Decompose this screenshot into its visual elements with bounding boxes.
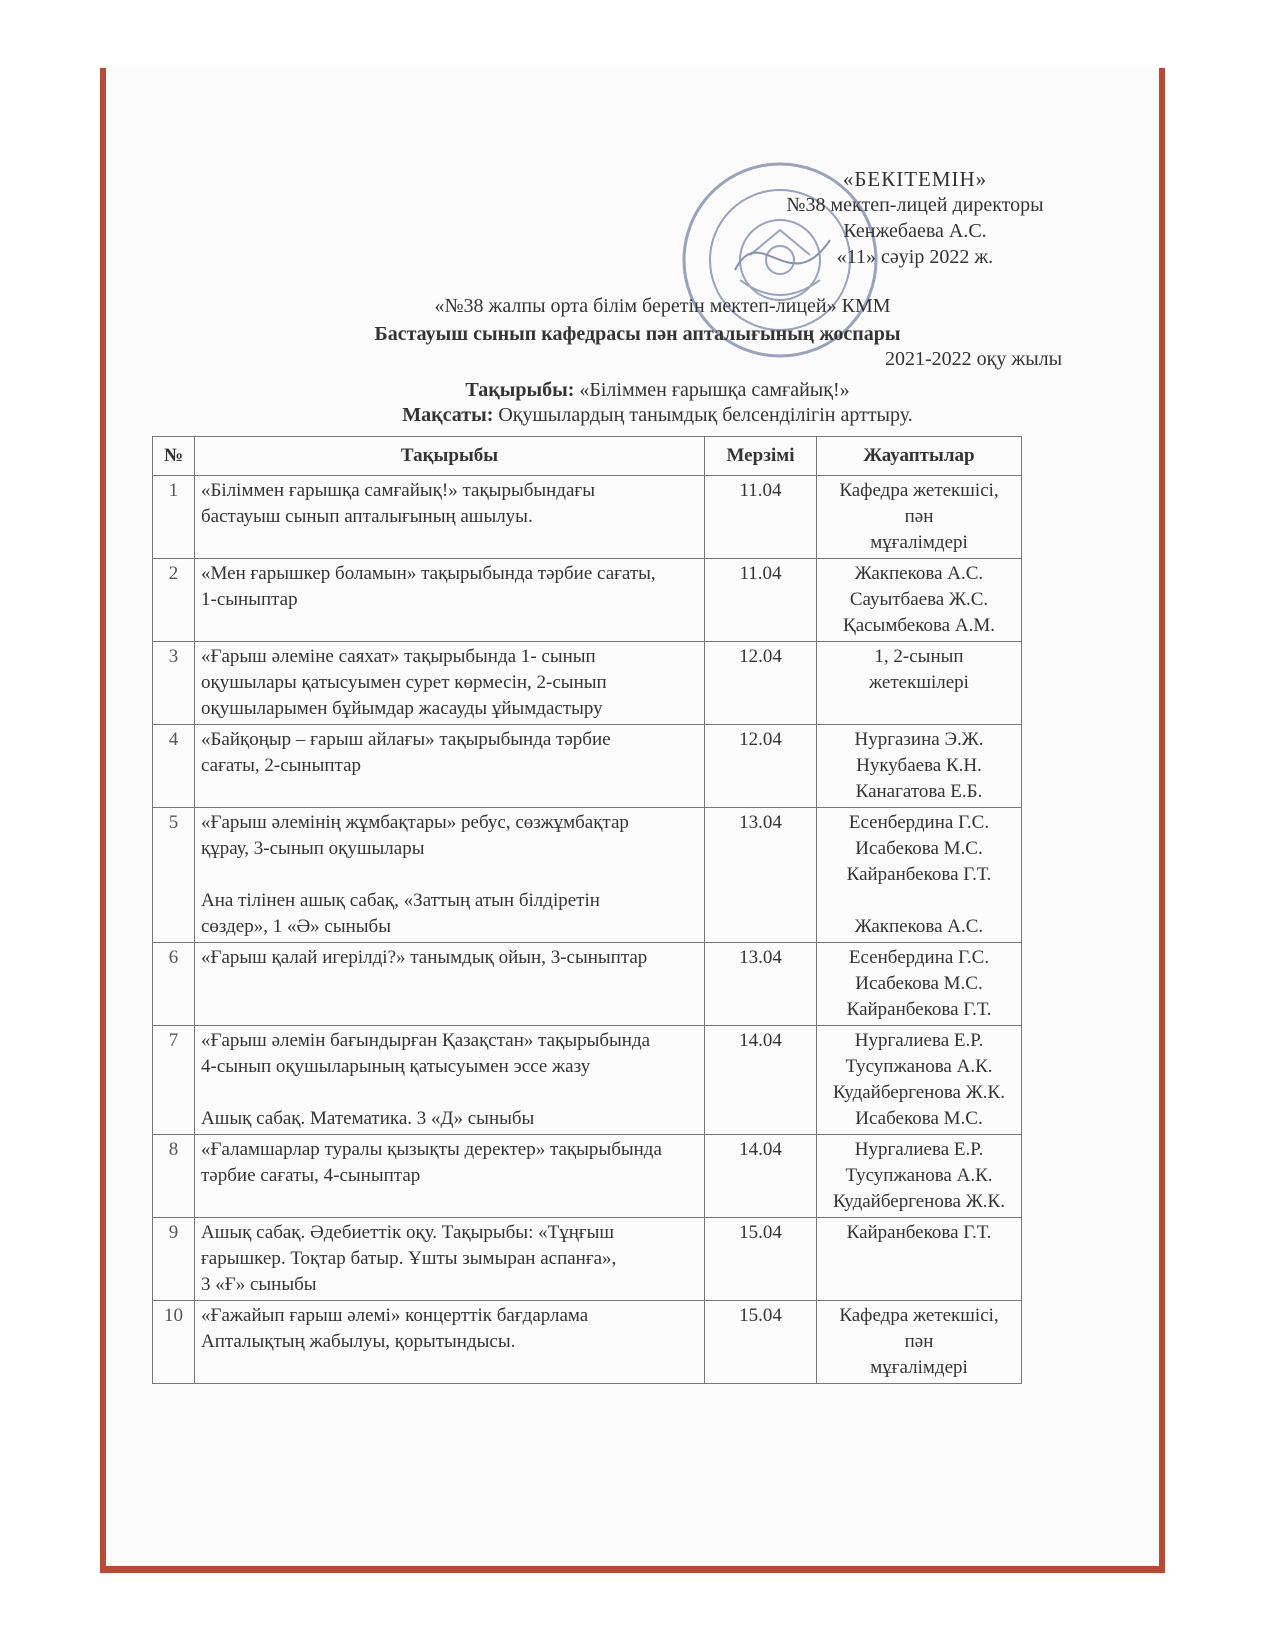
responsible-person: Сауытбаева Ж.С. [849, 589, 989, 610]
topic-line-text: «Ғаламшарлар туралы қызықты деректер» тақырыбында [201, 1139, 662, 1160]
row-topic [195, 1026, 705, 1135]
table-body [153, 476, 1022, 1384]
topic-value: «Біліммен ғарышқа самғайық!» [579, 379, 850, 401]
row-date: 13.04 [705, 943, 817, 1026]
topic-line [20, 379, 1275, 402]
table-row [153, 1218, 1022, 1301]
table-header-row [153, 437, 1022, 476]
row-responsible [817, 559, 1022, 642]
approval-line-name: Кенжебаева А.С. [843, 220, 987, 242]
column-header-date: Мерзімі [705, 437, 817, 476]
table-row [153, 943, 1022, 1026]
responsible-person: Канагатова Е.Б. [855, 781, 983, 802]
responsible-person: мұғалімдері [870, 532, 968, 553]
topic-line-text [201, 862, 698, 888]
table-row [153, 808, 1022, 943]
topic-line-text: сөздер», 1 «Ә» сыныбы [201, 916, 391, 937]
row-topic [195, 725, 705, 808]
approval-block [765, 166, 1065, 270]
row-responsible [817, 1135, 1022, 1218]
topic-line-text [201, 1080, 698, 1106]
topic-line-text: ғарышкер. Тоқтар батыр. Ұшты зымыран аспанға», [201, 1248, 617, 1269]
responsible-person: Есенбердина Г.С. [848, 812, 990, 833]
row-topic [195, 559, 705, 642]
row-topic [195, 476, 705, 559]
row-date: 12.04 [705, 642, 817, 725]
row-topic [195, 642, 705, 725]
column-header-responsible: Жауаптылар [817, 437, 1022, 476]
responsible-person: 1, 2-сынып жетекшілері [869, 646, 969, 693]
row-date: 11.04 [705, 476, 817, 559]
row-topic [195, 943, 705, 1026]
column-header-number: № [153, 437, 195, 476]
plan-title: Бастауыш сынып кафедрасы пән апталығының жоспары [374, 323, 901, 345]
row-number: 10 [153, 1301, 195, 1384]
topic-line-text: «Мен ғарышкер боламын» тақырыбында тәрбие сағаты, [201, 563, 656, 584]
table-row [153, 1026, 1022, 1135]
row-number: 2 [153, 559, 195, 642]
responsible-person: Исабекова М.С. [855, 973, 983, 994]
topic-line-text: «Біліммен ғарышқа самғайық!» тақырыбындағы [201, 480, 595, 501]
responsible-person [823, 888, 1015, 914]
row-number: 1 [153, 476, 195, 559]
school-name: «№38 жалпы орта білім беретін мектеп-лицей» КММ [434, 295, 891, 317]
table-row [153, 1135, 1022, 1218]
row-responsible [817, 725, 1022, 808]
row-date: 12.04 [705, 725, 817, 808]
responsible-person: Исабекова М.С. [855, 1108, 983, 1129]
row-responsible [817, 642, 1022, 725]
row-responsible [817, 1301, 1022, 1384]
row-topic [195, 1218, 705, 1301]
responsible-person: Кайранбекова Г.Т. [846, 999, 992, 1020]
topic-line-text: 1-сыныптар [201, 589, 298, 610]
plan-table [152, 436, 1022, 1384]
goal-line [20, 404, 1275, 427]
responsible-person: Кафедра жетекшісі, пән [839, 1305, 999, 1352]
approval-line-director: №38 мектеп-лицей директоры [786, 194, 1044, 216]
topic-line-text: Ана тілінен ашық сабақ, «Заттың атын білдіретін [201, 890, 600, 911]
row-topic [195, 1301, 705, 1384]
row-responsible [817, 1026, 1022, 1135]
responsible-person: Нургазина Э.Ж. [854, 729, 984, 750]
row-responsible [817, 476, 1022, 559]
approval-line-date: «11» сәуір 2022 ж. [836, 246, 994, 268]
row-responsible [817, 1218, 1022, 1301]
responsible-person: Жакпекова А.С. [854, 916, 984, 937]
responsible-person: мұғалімдері [870, 1357, 968, 1378]
topic-line-text: «Ғажайып ғарыш әлемі» концерттік бағдарлама [201, 1305, 589, 1326]
academic-year: 2021-2022 оқу жылы [885, 348, 1063, 370]
column-header-topic: Тақырыбы [195, 437, 705, 476]
topic-line-text: «Ғарыш әлеміне саяхат» тақырыбында 1- сынып [201, 646, 596, 667]
row-number: 4 [153, 725, 195, 808]
responsible-person: Кайранбекова Г.Т. [846, 1222, 992, 1243]
approval-title: «БЕКІТЕМІН» [842, 167, 988, 191]
row-date: 11.04 [705, 559, 817, 642]
row-number: 5 [153, 808, 195, 943]
table-row [153, 559, 1022, 642]
responsible-person: Есенбердина Г.С. [848, 947, 990, 968]
topic-line-text: оқушылары қатысуымен сурет көрмесін, 2-сынып [201, 672, 607, 693]
row-responsible [817, 808, 1022, 943]
row-number: 3 [153, 642, 195, 725]
responsible-person: Нургалиева Е.Р. [854, 1139, 984, 1160]
row-topic [195, 1135, 705, 1218]
topic-line-text: «Ғарыш әлемінің жұмбақтары» ребус, сөзжұмбақтар [201, 812, 629, 833]
table-row [153, 1301, 1022, 1384]
topic-label: Тақырыбы: [465, 379, 575, 401]
topic-line-text: 3 «Ғ» сыныбы [201, 1274, 317, 1295]
topic-line-text: «Ғарыш қалай игерілді?» танымдық ойын, 3-сыныптар [201, 947, 648, 968]
table-row [153, 642, 1022, 725]
row-date: 13.04 [705, 808, 817, 943]
topic-line-text: «Ғарыш әлемін бағындырған Қазақстан» тақырыбында [201, 1030, 651, 1051]
responsible-person: Нукубаева К.Н. [856, 755, 982, 776]
topic-line-text: тәрбие сағаты, 4-сыныптар [201, 1165, 421, 1186]
responsible-person: Тусупжанова А.К. [845, 1056, 993, 1077]
row-date: 15.04 [705, 1218, 817, 1301]
topic-line-text: сағаты, 2-сыныптар [201, 755, 361, 776]
topic-line-text: құрау, 3-сынып оқушылары [201, 838, 425, 859]
row-responsible [817, 943, 1022, 1026]
topic-line-text: Апталықтың жабылуы, қорытындысы. [201, 1331, 516, 1352]
row-number: 6 [153, 943, 195, 1026]
topic-line-text: «Байқоңыр – ғарыш айлағы» тақырыбында тәрбие [201, 729, 611, 750]
row-date: 14.04 [705, 1026, 817, 1135]
row-date: 14.04 [705, 1135, 817, 1218]
topic-line-text: 4-сынып оқушыларының қатысуымен эссе жазу [201, 1056, 591, 1077]
table-row [153, 476, 1022, 559]
topic-line-text: Ашық сабақ. Әдебиеттік оқу. Тақырыбы: «Тұңғыш [201, 1222, 615, 1243]
responsible-person: Кафедра жетекшісі, пән [839, 480, 999, 527]
table-row [153, 725, 1022, 808]
responsible-person: Кайранбекова Г.Т. [846, 864, 992, 885]
goal-label: Мақсаты: [402, 404, 494, 426]
responsible-person: Нургалиева Е.Р. [854, 1030, 984, 1051]
responsible-person: Жакпекова А.С. [854, 563, 984, 584]
topic-line-text: бастауыш сынып апталығының ашылуы. [201, 506, 533, 527]
responsible-person: Қасымбекова А.М. [843, 615, 995, 636]
row-date: 15.04 [705, 1301, 817, 1384]
responsible-person: Кудайбергенова Ж.К. [833, 1082, 1005, 1103]
responsible-person: Тусупжанова А.К. [845, 1165, 993, 1186]
responsible-person: Исабекова М.С. [855, 838, 983, 859]
goal-value: Оқушылардың танымдық белсенділігін арттыру. [498, 404, 913, 426]
topic-line-text: оқушыларымен бұйымдар жасауды ұйымдастыру [201, 698, 603, 719]
row-topic [195, 808, 705, 943]
row-number: 8 [153, 1135, 195, 1218]
row-number: 9 [153, 1218, 195, 1301]
topic-line-text: Ашық сабақ. Математика. 3 «Д» сыныбы [201, 1108, 535, 1129]
row-number: 7 [153, 1026, 195, 1135]
responsible-person: Кудайбергенова Ж.К. [833, 1191, 1005, 1212]
